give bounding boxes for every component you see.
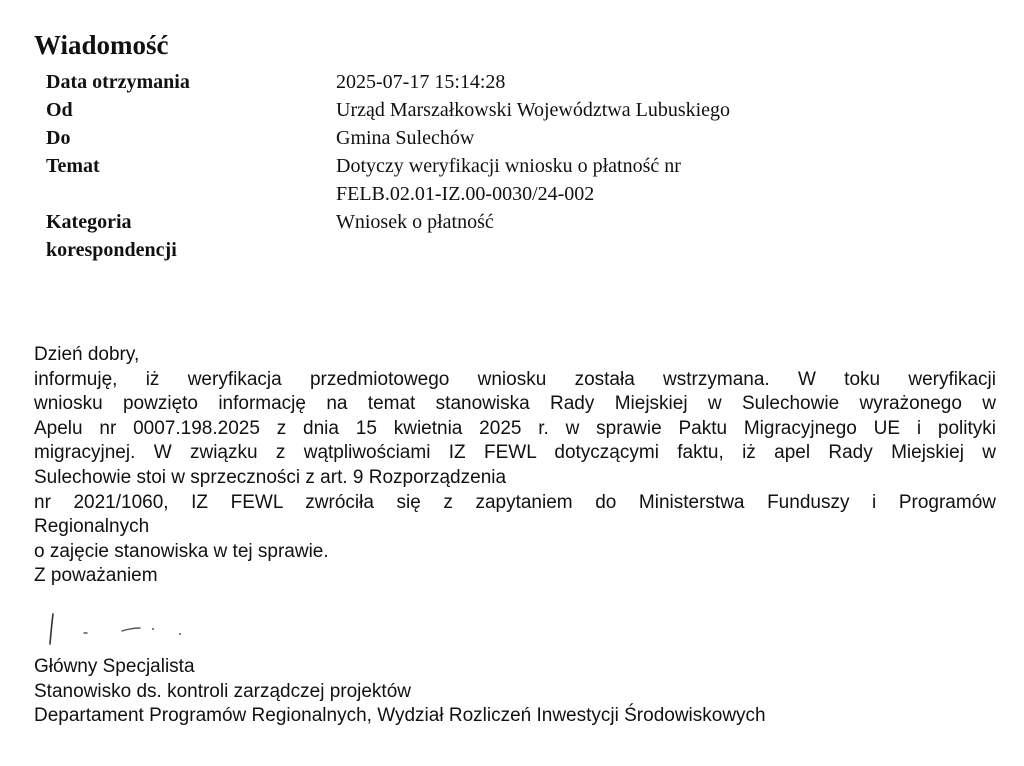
body-line: nr 2021/1060, IZ FEWL zwróciła się z zapytaniem do Ministerstwa Funduszy i Programów bbox=[34, 491, 996, 513]
body-line: o zajęcie stanowiska w tej sprawie. bbox=[34, 540, 329, 562]
message-metadata bbox=[46, 68, 946, 264]
document-title: Wiadomość bbox=[34, 30, 169, 60]
signature-unit: Stanowisko ds. kontroli zarządczej projektów bbox=[34, 680, 412, 702]
body-line: Sulechowie stoi w sprzeczności z art. 9 Rozporządzenia bbox=[34, 466, 507, 488]
meta-label: Data otrzymania bbox=[46, 71, 190, 93]
meta-value: Urząd Marszałkowski Województwa Lubuskiego bbox=[336, 99, 731, 121]
meta-row-category bbox=[46, 208, 946, 264]
subject-line: Dotyczy weryfikacji wniosku o płatność nr bbox=[336, 155, 681, 177]
meta-value bbox=[336, 152, 946, 208]
body-line: informuję, iż weryfikacja przedmiotowego wniosku została wstrzymana. W toku weryfikacji bbox=[34, 368, 996, 390]
signature-block bbox=[34, 655, 766, 729]
meta-label: Temat bbox=[46, 155, 100, 177]
message-body bbox=[34, 343, 996, 589]
meta-label: Od bbox=[46, 99, 73, 121]
signature-position: Główny Specjalista bbox=[34, 656, 195, 677]
body-line: Regionalnych bbox=[34, 516, 150, 538]
signature-mark bbox=[40, 612, 200, 648]
meta-row-subject bbox=[46, 152, 946, 208]
body-line: wniosku powzięto informację na temat stanowiska Rady Miejskiej w Sulechowie wyrażonego w bbox=[34, 393, 996, 415]
meta-value: Wniosek o płatność bbox=[336, 211, 494, 233]
signature-department: Departament Programów Regionalnych, Wydział Rozliczeń Inwestycji Środowiskowych bbox=[34, 705, 766, 727]
meta-label-line: Kategoria bbox=[46, 211, 132, 233]
meta-value: 2025-07-17 15:14:28 bbox=[336, 71, 506, 93]
body-line: Apelu nr 0007.198.2025 z dnia 15 kwietnia 2025 r. w sprawie Paktu Migracyjnego UE i polityki bbox=[34, 417, 996, 439]
meta-row-from bbox=[46, 96, 946, 124]
meta-label-line: korespondencji bbox=[46, 239, 177, 261]
meta-value: Gmina Sulechów bbox=[336, 127, 475, 149]
subject-line: FELB.02.01-IZ.00-0030/24-002 bbox=[336, 183, 595, 205]
closing: Z poważaniem bbox=[34, 565, 158, 587]
meta-row-date bbox=[46, 68, 946, 96]
body-line: migracyjnej. W związku z wątpliwościami IZ FEWL dotyczącymi faktu, iż apel Rady Miejskiej w bbox=[34, 442, 996, 464]
meta-row-to bbox=[46, 124, 946, 152]
meta-label bbox=[46, 208, 336, 264]
meta-label: Do bbox=[46, 127, 71, 149]
greeting: Dzień dobry, bbox=[34, 344, 140, 365]
